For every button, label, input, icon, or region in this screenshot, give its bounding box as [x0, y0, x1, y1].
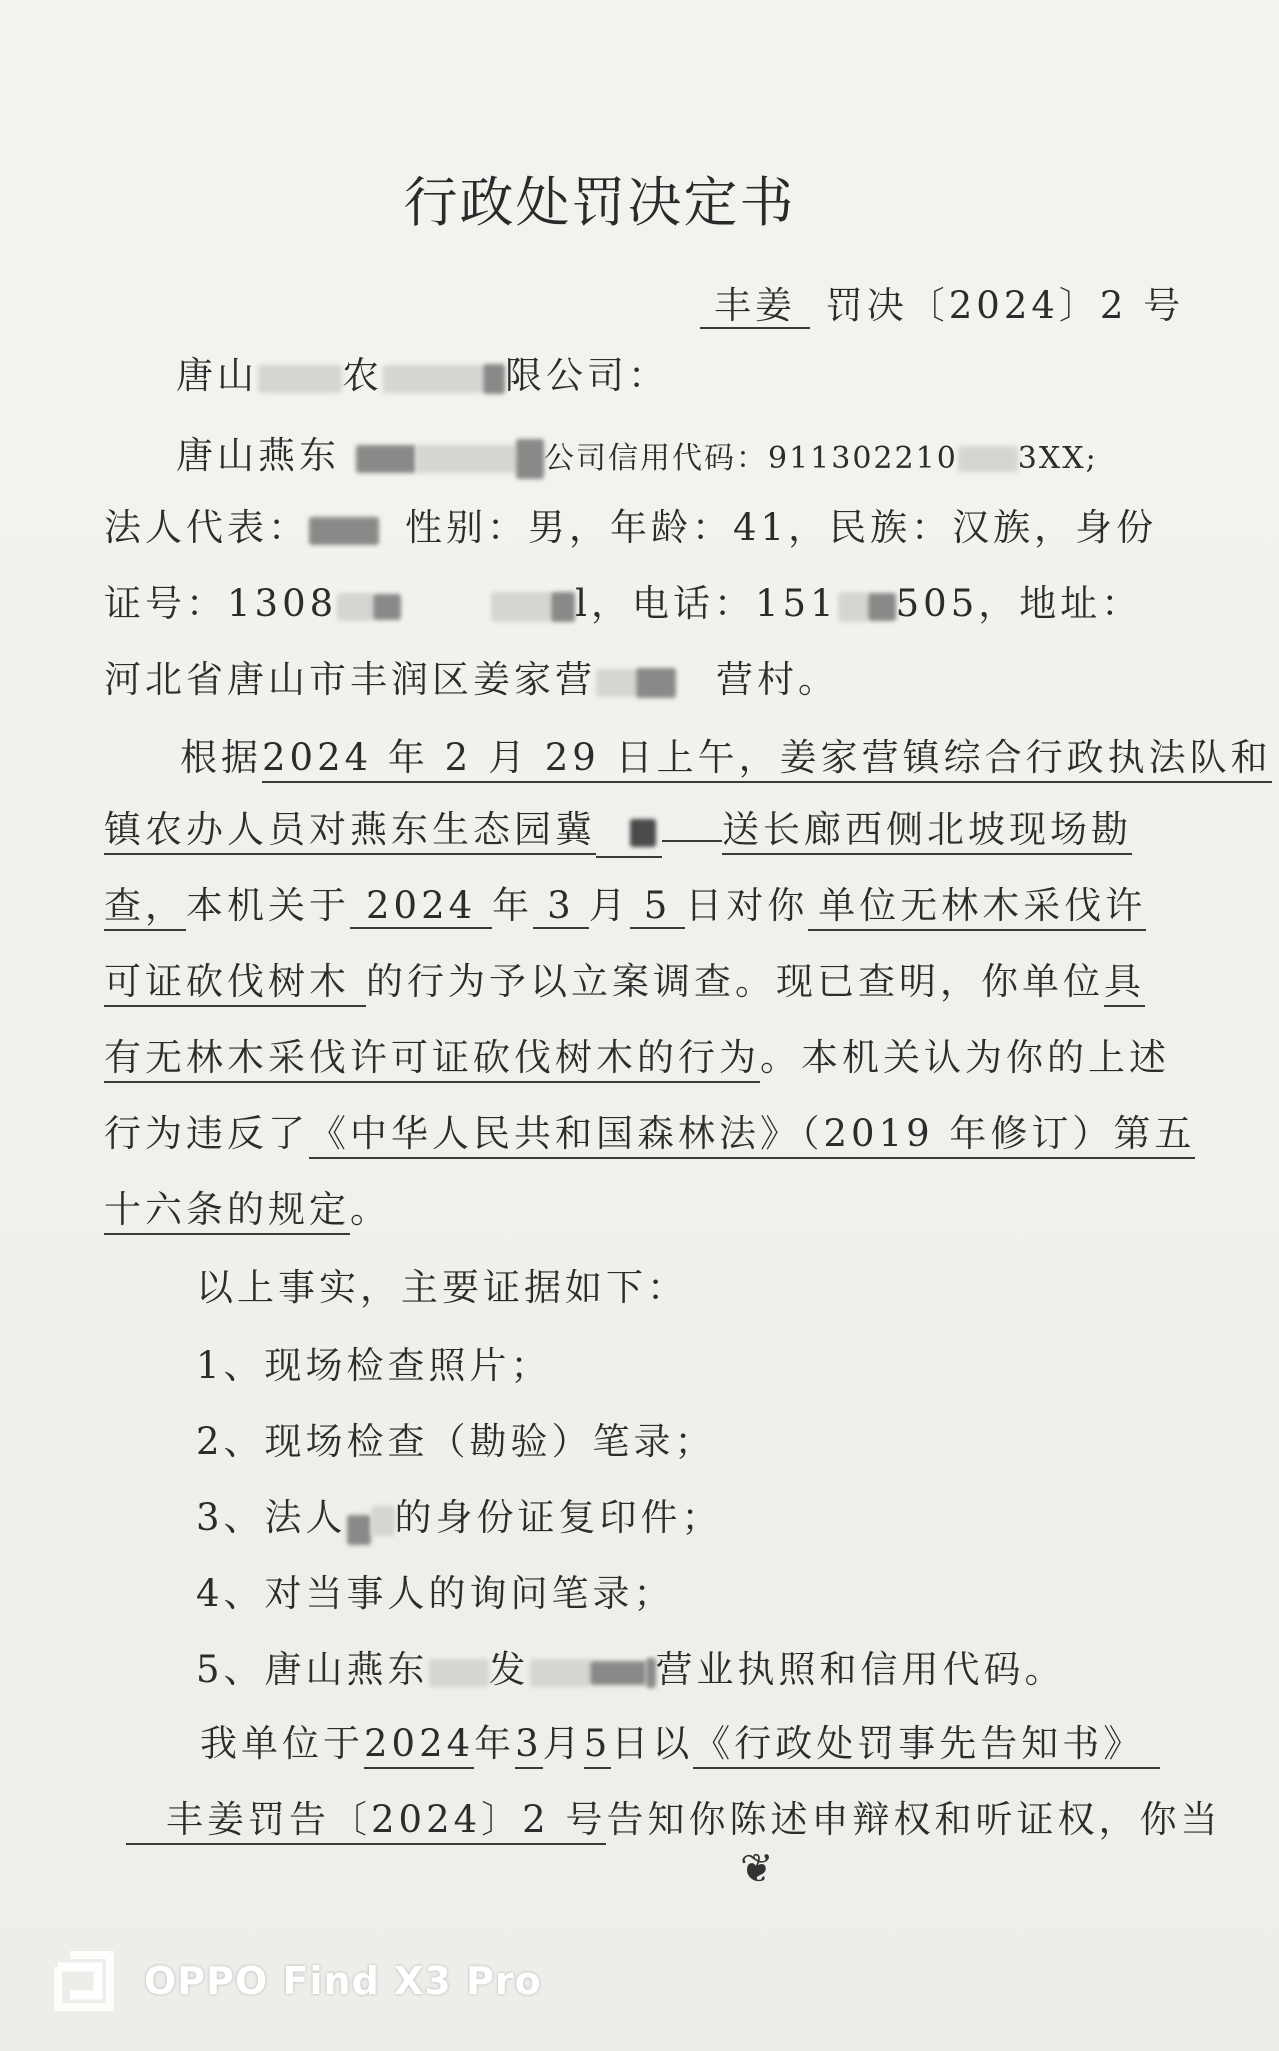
redaction	[838, 592, 868, 622]
underlined-text: 单位无林木采伐许	[808, 884, 1146, 931]
evidence-text: 5、唐山燕东	[196, 1648, 429, 1691]
evidence-text: 营业执照和信用代码。	[655, 1648, 1066, 1691]
redaction	[636, 668, 676, 698]
text: 行为违反了	[104, 1112, 309, 1155]
redaction	[630, 819, 656, 847]
legal-rep-line	[104, 504, 1157, 552]
underlined-text: 5	[584, 1722, 612, 1769]
addressee-text-3: 限公司：	[505, 354, 669, 397]
evidence-text: 的身份证复印件；	[394, 1496, 723, 1539]
evidence-item-4: 4、对当事人的询问笔录；	[196, 1572, 675, 1615]
fact-paragraph-line-4	[104, 958, 1145, 1006]
text: 。	[350, 1188, 391, 1231]
redaction	[530, 1659, 590, 1687]
redaction	[416, 445, 516, 473]
text: 日以	[611, 1722, 694, 1765]
address-line	[104, 656, 839, 704]
text: 本机关于	[186, 884, 350, 927]
fact-paragraph-line-3	[104, 882, 1146, 930]
evidence-text: 3、法人	[196, 1496, 347, 1539]
text: 根据	[180, 736, 262, 779]
id-phone-line	[104, 580, 1142, 628]
document-number	[700, 282, 1184, 330]
redaction	[383, 365, 483, 393]
text: 。本机关认为你的上述	[760, 1036, 1170, 1079]
redaction	[958, 446, 1018, 472]
evidence-item-1: 1、现场检查照片；	[196, 1344, 552, 1387]
underlined-text: 《行政处罚事先告知书》	[693, 1722, 1160, 1769]
text: 日对你	[685, 884, 809, 927]
camera-watermark	[48, 1944, 542, 2018]
redaction	[371, 1506, 395, 1536]
text: 的行为予以立案调查。现已查明，你单位	[366, 960, 1104, 1003]
notice-paragraph-line-1	[200, 1720, 1160, 1768]
redaction	[646, 1658, 656, 1688]
evidence-item-3	[196, 1494, 723, 1545]
legal-rep-details: 性别：男，年龄：41，民族：汉族，身份	[405, 506, 1158, 549]
underlined-text: 送长廊西侧北坡现场勘	[722, 808, 1132, 855]
text: 月	[588, 884, 630, 927]
legal-rep-label: 法人代表：	[104, 506, 309, 549]
underlined-text: 具	[1104, 960, 1145, 1007]
id-text-2: l，电话：151	[575, 582, 838, 625]
underlined-text: 2024	[350, 884, 492, 929]
redaction	[596, 669, 636, 697]
fact-paragraph-line-2	[104, 806, 1132, 858]
fact-paragraph-line-7	[104, 1186, 391, 1234]
fact-paragraph-line-5	[104, 1034, 1170, 1082]
underlined-text: 《中华人民共和国森林法》（2019 年修订）第五	[309, 1112, 1195, 1159]
redaction	[551, 592, 575, 622]
text: 我单位于	[200, 1722, 364, 1765]
fact-paragraph-line-1	[180, 734, 1272, 782]
text: 告知你陈述申辩权和听证权，你当	[606, 1798, 1222, 1841]
text: 年	[492, 884, 534, 927]
underlined-text: 十六条的规定	[104, 1188, 350, 1235]
redaction	[258, 365, 342, 393]
evidence-text: 发	[488, 1648, 530, 1691]
underlined-text: 3	[533, 884, 589, 929]
id-text-3: 505，地址：	[895, 582, 1143, 625]
redaction	[309, 517, 379, 545]
underlined-text: 2024	[364, 1722, 474, 1769]
document-title: 行政处罚决定书	[403, 171, 796, 234]
address-text-1: 河北省唐山市丰润区姜家营	[104, 658, 596, 701]
underlined-text: 查，	[104, 884, 186, 931]
underlined-text: 可证砍伐树木	[104, 960, 366, 1007]
addressee-line	[176, 352, 669, 400]
underlined-text: 3	[515, 1722, 543, 1769]
redaction	[868, 593, 896, 621]
notice-paragraph-line-2	[126, 1796, 1221, 1844]
credit-code-line	[176, 432, 1098, 483]
evidence-item-5	[196, 1646, 1066, 1694]
watermark-text: OPPO Find X3 Pro	[144, 1959, 542, 2003]
underlined-text: 镇农办人员对燕东生态园冀	[104, 808, 596, 855]
addressee-text-1: 唐山	[176, 354, 258, 397]
redaction	[590, 1661, 646, 1685]
ink-speck: ❦	[740, 1846, 774, 1892]
redaction	[429, 1659, 489, 1687]
credit-text-1: 唐山燕东	[176, 434, 340, 477]
redaction	[491, 592, 551, 622]
underlined-text: 5	[630, 884, 686, 929]
redaction	[373, 594, 401, 620]
evidence-item-2: 2、现场检查（勘验）笔录；	[196, 1420, 716, 1463]
doc-number-rest: 罚决〔2024〕2 号	[825, 284, 1185, 327]
redaction	[596, 806, 662, 858]
addressee-text-2: 农	[342, 354, 383, 397]
address-text-2: 营村。	[716, 658, 839, 701]
underlined-text: 2024 年 2 月 29 日上午，姜家营镇综合行政执法队和	[262, 736, 1272, 783]
oppo-camera-logo-icon	[48, 1945, 120, 2017]
text: 月	[542, 1722, 584, 1765]
credit-text-2: 公司信用代码：911302210	[544, 441, 958, 476]
redaction	[347, 1515, 371, 1545]
underlined-text: 丰姜罚告〔2024〕2 号	[126, 1798, 606, 1845]
underlined-text: 有无林木采伐许可证砍伐树木的行为	[104, 1036, 760, 1083]
id-text-1: 证号：1308	[104, 582, 338, 625]
evidence-intro: 以上事实，主要证据如下：	[196, 1266, 688, 1309]
underline-gap	[662, 838, 722, 842]
fact-paragraph-line-6	[104, 1110, 1195, 1158]
redaction	[356, 445, 416, 473]
doc-number-prefix: 丰姜	[700, 284, 810, 329]
redaction	[483, 364, 505, 394]
redaction	[516, 439, 544, 479]
credit-text-3: 3XX;	[1017, 441, 1098, 476]
redaction	[337, 593, 373, 621]
text: 年	[474, 1722, 516, 1765]
